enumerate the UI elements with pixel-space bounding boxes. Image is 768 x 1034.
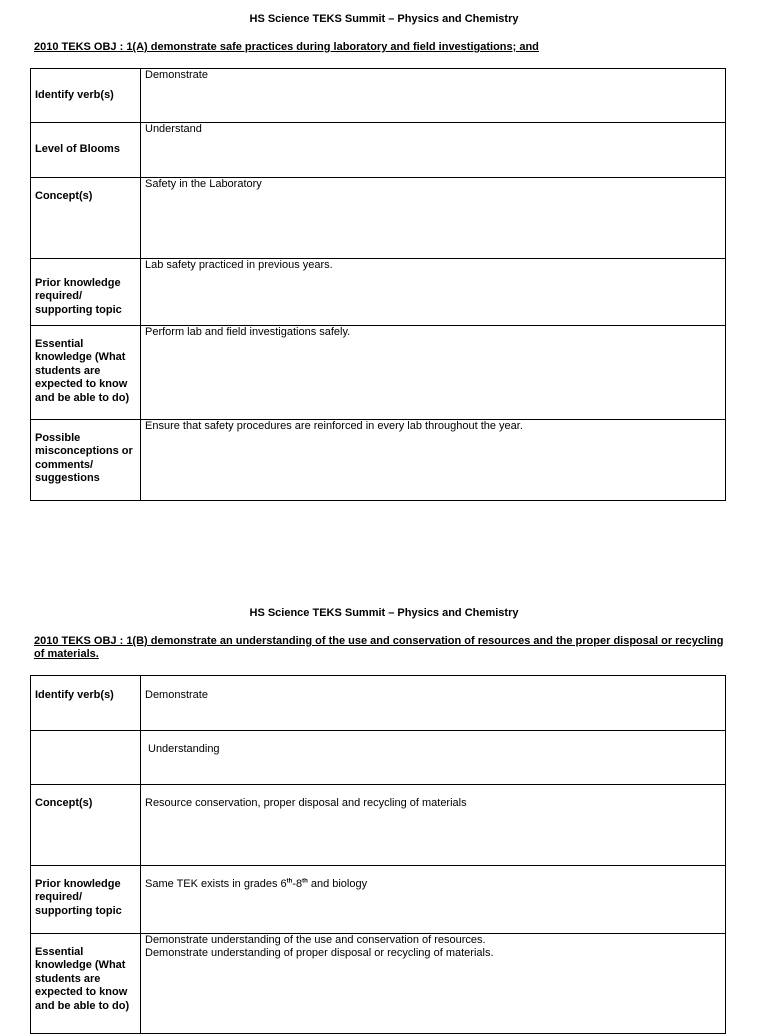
table-row — [31, 934, 726, 1034]
table-row — [31, 259, 726, 326]
table-row — [31, 123, 726, 178]
value-text: Same TEK exists in grades 6 — [145, 878, 287, 890]
page-title: HS Science TEKS Summit – Physics and Chemistry — [249, 607, 519, 619]
table-row — [31, 731, 726, 785]
table-row — [31, 178, 726, 259]
superscript: th — [302, 878, 308, 885]
table-row — [31, 326, 726, 420]
row-value — [141, 934, 726, 1034]
row-label: Identify verb(s) — [31, 676, 141, 731]
table-row — [31, 785, 726, 866]
table-row — [31, 420, 726, 501]
teks-table — [30, 675, 726, 1034]
value-text: -8 — [292, 878, 303, 890]
row-label: Essential knowledge (What students are expected to know and be able to do) — [31, 326, 141, 420]
row-value: Resource conservation, proper disposal and recycling of materials — [141, 785, 726, 866]
row-label: Identify verb(s) — [31, 69, 141, 123]
row-value: Understanding — [141, 731, 726, 785]
row-label: Level of Blooms — [31, 123, 141, 178]
row-value — [141, 866, 726, 934]
row-label: Concept(s) — [31, 785, 141, 866]
row-value: Lab safety practiced in previous years. — [141, 259, 726, 326]
teks-table — [30, 68, 726, 501]
row-value: Demonstrate — [141, 69, 726, 123]
row-value: Understand — [141, 123, 726, 178]
superscript: th — [286, 878, 293, 885]
row-label: Prior knowledge required/ supporting topic — [31, 866, 141, 934]
value-line: Demonstrate understanding of proper disposal or recycling of materials. — [145, 947, 494, 960]
row-label: Prior knowledge required/ supporting topic — [31, 259, 141, 326]
row-value: Perform lab and field investigations safely. — [141, 326, 726, 420]
value-text: and biology — [307, 878, 368, 890]
table-row — [31, 676, 726, 731]
row-label: Possible misconceptions or comments/ suggestions — [31, 420, 141, 501]
page-title: HS Science TEKS Summit – Physics and Chemistry — [249, 13, 519, 25]
teks-objective: 2010 TEKS OBJ : 1(B) demonstrate an understanding of the use and conservation of resources and the proper disposal or recycling of materials. — [34, 635, 724, 660]
row-value: Demonstrate — [141, 676, 726, 731]
row-value: Safety in the Laboratory — [141, 178, 726, 259]
table-row — [31, 69, 726, 123]
value-line: Demonstrate understanding of the use and conservation of resources. — [145, 934, 486, 946]
row-label: Essential knowledge (What students are expected to know and be able to do) — [31, 934, 141, 1034]
row-label: Concept(s) — [31, 178, 141, 259]
teks-objective: 2010 TEKS OBJ : 1(A) demonstrate safe practices during laboratory and field investigations; and — [34, 41, 539, 53]
table-row — [31, 866, 726, 934]
row-label — [31, 731, 141, 785]
row-value: Ensure that safety procedures are reinforced in every lab throughout the year. — [141, 420, 726, 501]
